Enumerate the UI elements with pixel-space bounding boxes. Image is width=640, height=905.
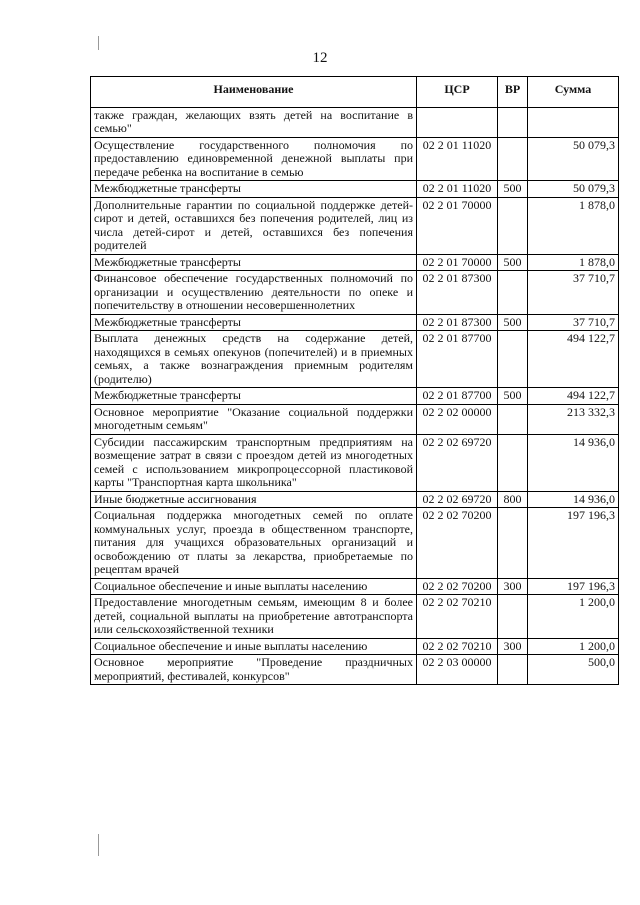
cell-vr: 500 xyxy=(498,388,528,405)
table-row xyxy=(91,595,619,639)
cell-sum: 50 079,3 xyxy=(528,137,619,181)
cell-vr xyxy=(498,508,528,579)
cell-csr: 02 2 01 87300 xyxy=(417,271,498,315)
cell-csr: 02 2 02 00000 xyxy=(417,404,498,434)
cell-csr: 02 2 01 70000 xyxy=(417,254,498,271)
table-row xyxy=(91,254,619,271)
table-row xyxy=(91,491,619,508)
cell-csr: 02 2 02 69720 xyxy=(417,491,498,508)
left-margin-mark xyxy=(98,36,99,50)
cell-sum: 50 079,3 xyxy=(528,181,619,198)
cell-name: Субсидии пассажирским транспортным предприятиям на возмещение затрат в связи с проездом детей из многодетных семей с использованием микропроцессорной пластиковой карты "Транспортная карта школьника" xyxy=(91,434,417,491)
cell-vr: 800 xyxy=(498,491,528,508)
table-row xyxy=(91,314,619,331)
cell-name: Иные бюджетные ассигнования xyxy=(91,491,417,508)
cell-csr: 02 2 02 70200 xyxy=(417,578,498,595)
cell-sum: 1 878,0 xyxy=(528,197,619,254)
cell-sum: 197 196,3 xyxy=(528,578,619,595)
table-row xyxy=(91,107,619,137)
cell-sum: 500,0 xyxy=(528,655,619,685)
cell-vr xyxy=(498,197,528,254)
cell-name: Межбюджетные трансферты xyxy=(91,181,417,198)
cell-vr: 500 xyxy=(498,181,528,198)
cell-name: также граждан, желающих взять детей на воспитание в семью" xyxy=(91,107,417,137)
cell-sum: 37 710,7 xyxy=(528,271,619,315)
cell-name: Выплата денежных средств на содержание детей, находящихся в семьях опекунов (попечителей) и в приемных семьях, а также вознаграждения приемным родителям (родителю) xyxy=(91,331,417,388)
cell-csr: 02 2 01 87300 xyxy=(417,314,498,331)
table-header-row xyxy=(91,77,619,108)
table-row xyxy=(91,578,619,595)
cell-vr: 300 xyxy=(498,578,528,595)
table-row xyxy=(91,508,619,579)
cell-name: Социальное обеспечение и иные выплаты населению xyxy=(91,638,417,655)
cell-csr: 02 2 02 70210 xyxy=(417,595,498,639)
cell-csr: 02 2 01 87700 xyxy=(417,331,498,388)
cell-csr: 02 2 02 70200 xyxy=(417,508,498,579)
cell-vr xyxy=(498,434,528,491)
header-vr: ВР xyxy=(498,77,528,108)
table-row xyxy=(91,331,619,388)
cell-vr xyxy=(498,331,528,388)
table-row xyxy=(91,181,619,198)
cell-sum: 1 200,0 xyxy=(528,595,619,639)
cell-sum: 1 200,0 xyxy=(528,638,619,655)
cell-vr xyxy=(498,655,528,685)
table-row xyxy=(91,271,619,315)
cell-sum: 14 936,0 xyxy=(528,434,619,491)
cell-vr xyxy=(498,107,528,137)
cell-csr: 02 2 01 70000 xyxy=(417,197,498,254)
cell-csr: 02 2 01 11020 xyxy=(417,181,498,198)
cell-name: Предоставление многодетным семьям, имеющим 8 и более детей, социальной выплаты на приобретение автотранспорта или сельскохозяйственной техники xyxy=(91,595,417,639)
cell-csr: 02 2 02 69720 xyxy=(417,434,498,491)
cell-sum: 1 878,0 xyxy=(528,254,619,271)
cell-vr xyxy=(498,271,528,315)
header-csr: ЦСР xyxy=(417,77,498,108)
table-row xyxy=(91,137,619,181)
table-row xyxy=(91,434,619,491)
cell-vr xyxy=(498,137,528,181)
left-margin-mark xyxy=(98,834,99,856)
cell-sum: 494 122,7 xyxy=(528,331,619,388)
table-row xyxy=(91,655,619,685)
cell-name: Основное мероприятие "Проведение праздничных мероприятий, фестивалей, конкурсов" xyxy=(91,655,417,685)
cell-csr: 02 2 01 11020 xyxy=(417,137,498,181)
cell-csr: 02 2 02 70210 xyxy=(417,638,498,655)
cell-name: Основное мероприятие "Оказание социальной поддержки многодетным семьям" xyxy=(91,404,417,434)
cell-vr: 500 xyxy=(498,254,528,271)
cell-vr xyxy=(498,595,528,639)
table-row xyxy=(91,388,619,405)
cell-name: Дополнительные гарантии по социальной поддержке детей-сирот и детей, оставшихся без попечения родителей, лиц из числа детей-сирот и детей, оставшихся без попечения родителей xyxy=(91,197,417,254)
cell-sum: 197 196,3 xyxy=(528,508,619,579)
header-sum: Сумма xyxy=(528,77,619,108)
cell-sum: 37 710,7 xyxy=(528,314,619,331)
cell-csr: 02 2 01 87700 xyxy=(417,388,498,405)
cell-sum: 494 122,7 xyxy=(528,388,619,405)
cell-name: Межбюджетные трансферты xyxy=(91,388,417,405)
cell-sum xyxy=(528,107,619,137)
table-row xyxy=(91,404,619,434)
cell-sum: 213 332,3 xyxy=(528,404,619,434)
cell-name: Финансовое обеспечение государственных полномочий по организации и осуществлению деятельности по опеке и попечительству в отношении несовершеннолетних xyxy=(91,271,417,315)
budget-table xyxy=(90,76,619,685)
header-name: Наименование xyxy=(91,77,417,108)
table-row xyxy=(91,197,619,254)
cell-name: Социальная поддержка многодетных семей по оплате коммунальных услуг, проезда в общественном транспорте, питания для учащихся образовательных организаций и освобождению от платы за лекарства, приобретаемые по рецептам врачей xyxy=(91,508,417,579)
table-row xyxy=(91,638,619,655)
cell-vr xyxy=(498,404,528,434)
page-number: 12 xyxy=(312,50,328,66)
cell-name: Социальное обеспечение и иные выплаты населению xyxy=(91,578,417,595)
cell-vr: 300 xyxy=(498,638,528,655)
cell-sum: 14 936,0 xyxy=(528,491,619,508)
cell-name: Межбюджетные трансферты xyxy=(91,314,417,331)
cell-vr: 500 xyxy=(498,314,528,331)
cell-name: Межбюджетные трансферты xyxy=(91,254,417,271)
cell-name: Осуществление государственного полномочия по предоставлению единовременной денежной выплаты при передаче ребенка на воспитание в семью xyxy=(91,137,417,181)
cell-csr xyxy=(417,107,498,137)
cell-csr: 02 2 03 00000 xyxy=(417,655,498,685)
